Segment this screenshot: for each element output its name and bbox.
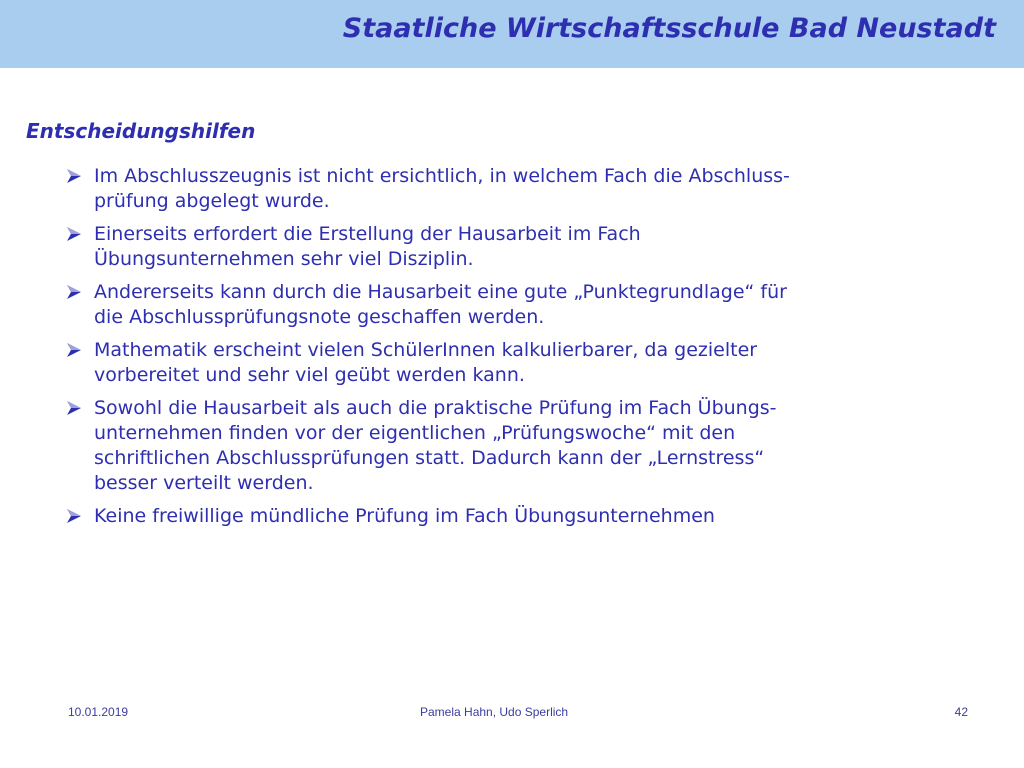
bullet-text xyxy=(94,396,964,496)
bullet-line: die Abschlussprüfungsnote geschaffen werden. xyxy=(94,306,545,328)
bullet-line: Übungsunternehmen sehr viel Disziplin. xyxy=(94,248,474,270)
bullet-line: vorbereitet und sehr viel geübt werden kann. xyxy=(94,364,525,386)
bullet-item xyxy=(64,338,964,388)
bullet-text xyxy=(94,280,964,330)
footer-date: 10.01.2019 xyxy=(68,705,129,719)
bullet-item xyxy=(64,396,964,496)
section-heading: Entscheidungshilfen xyxy=(26,119,256,143)
bullet-line: besser verteilt werden. xyxy=(94,472,314,494)
school-title: Staatliche Wirtschaftsschule Bad Neustadt xyxy=(342,13,996,44)
arrowhead-bullet-icon xyxy=(64,166,84,186)
bullet-line: Einerseits erfordert die Erstellung der Hausarbeit im Fach xyxy=(94,223,641,245)
arrowhead-bullet-icon xyxy=(64,398,84,418)
bullet-line: Sowohl die Hausarbeit als auch die praktische Prüfung im Fach Übungs- xyxy=(94,397,777,419)
bullet-text xyxy=(94,504,964,529)
bullet-item xyxy=(64,164,964,214)
bullet-item xyxy=(64,280,964,330)
bullet-text xyxy=(94,164,964,214)
bullet-line: prüfung abgelegt wurde. xyxy=(94,190,330,212)
bullet-line: Keine freiwillige mündliche Prüfung im Fach Übungsunternehmen xyxy=(94,505,715,527)
bullet-text xyxy=(94,222,964,272)
bullet-item xyxy=(64,504,964,529)
bullet-list xyxy=(64,164,964,537)
bullet-line: unternehmen finden vor der eigentlichen „Prüfungswoche“ mit den xyxy=(94,422,736,444)
arrowhead-bullet-icon xyxy=(64,282,84,302)
arrowhead-bullet-icon xyxy=(64,506,84,526)
bullet-line: Mathematik erscheint vielen SchülerInnen kalkulierbarer, da gezielter xyxy=(94,339,758,361)
bullet-line: Andererseits kann durch die Hausarbeit eine gute „Punktegrundlage“ für xyxy=(94,281,787,303)
footer-authors: Pamela Hahn, Udo Sperlich xyxy=(420,705,569,719)
bullet-line: schriftlichen Abschlussprüfungen statt. Dadurch kann der „Lernstress“ xyxy=(94,447,765,469)
page-number: 42 xyxy=(954,705,968,719)
bullet-text xyxy=(94,338,964,388)
bullet-item xyxy=(64,222,964,272)
arrowhead-bullet-icon xyxy=(64,340,84,360)
header-band xyxy=(0,0,1024,68)
arrowhead-bullet-icon xyxy=(64,224,84,244)
bullet-line: Im Abschlusszeugnis ist nicht ersichtlich, in welchem Fach die Abschluss- xyxy=(94,165,790,187)
